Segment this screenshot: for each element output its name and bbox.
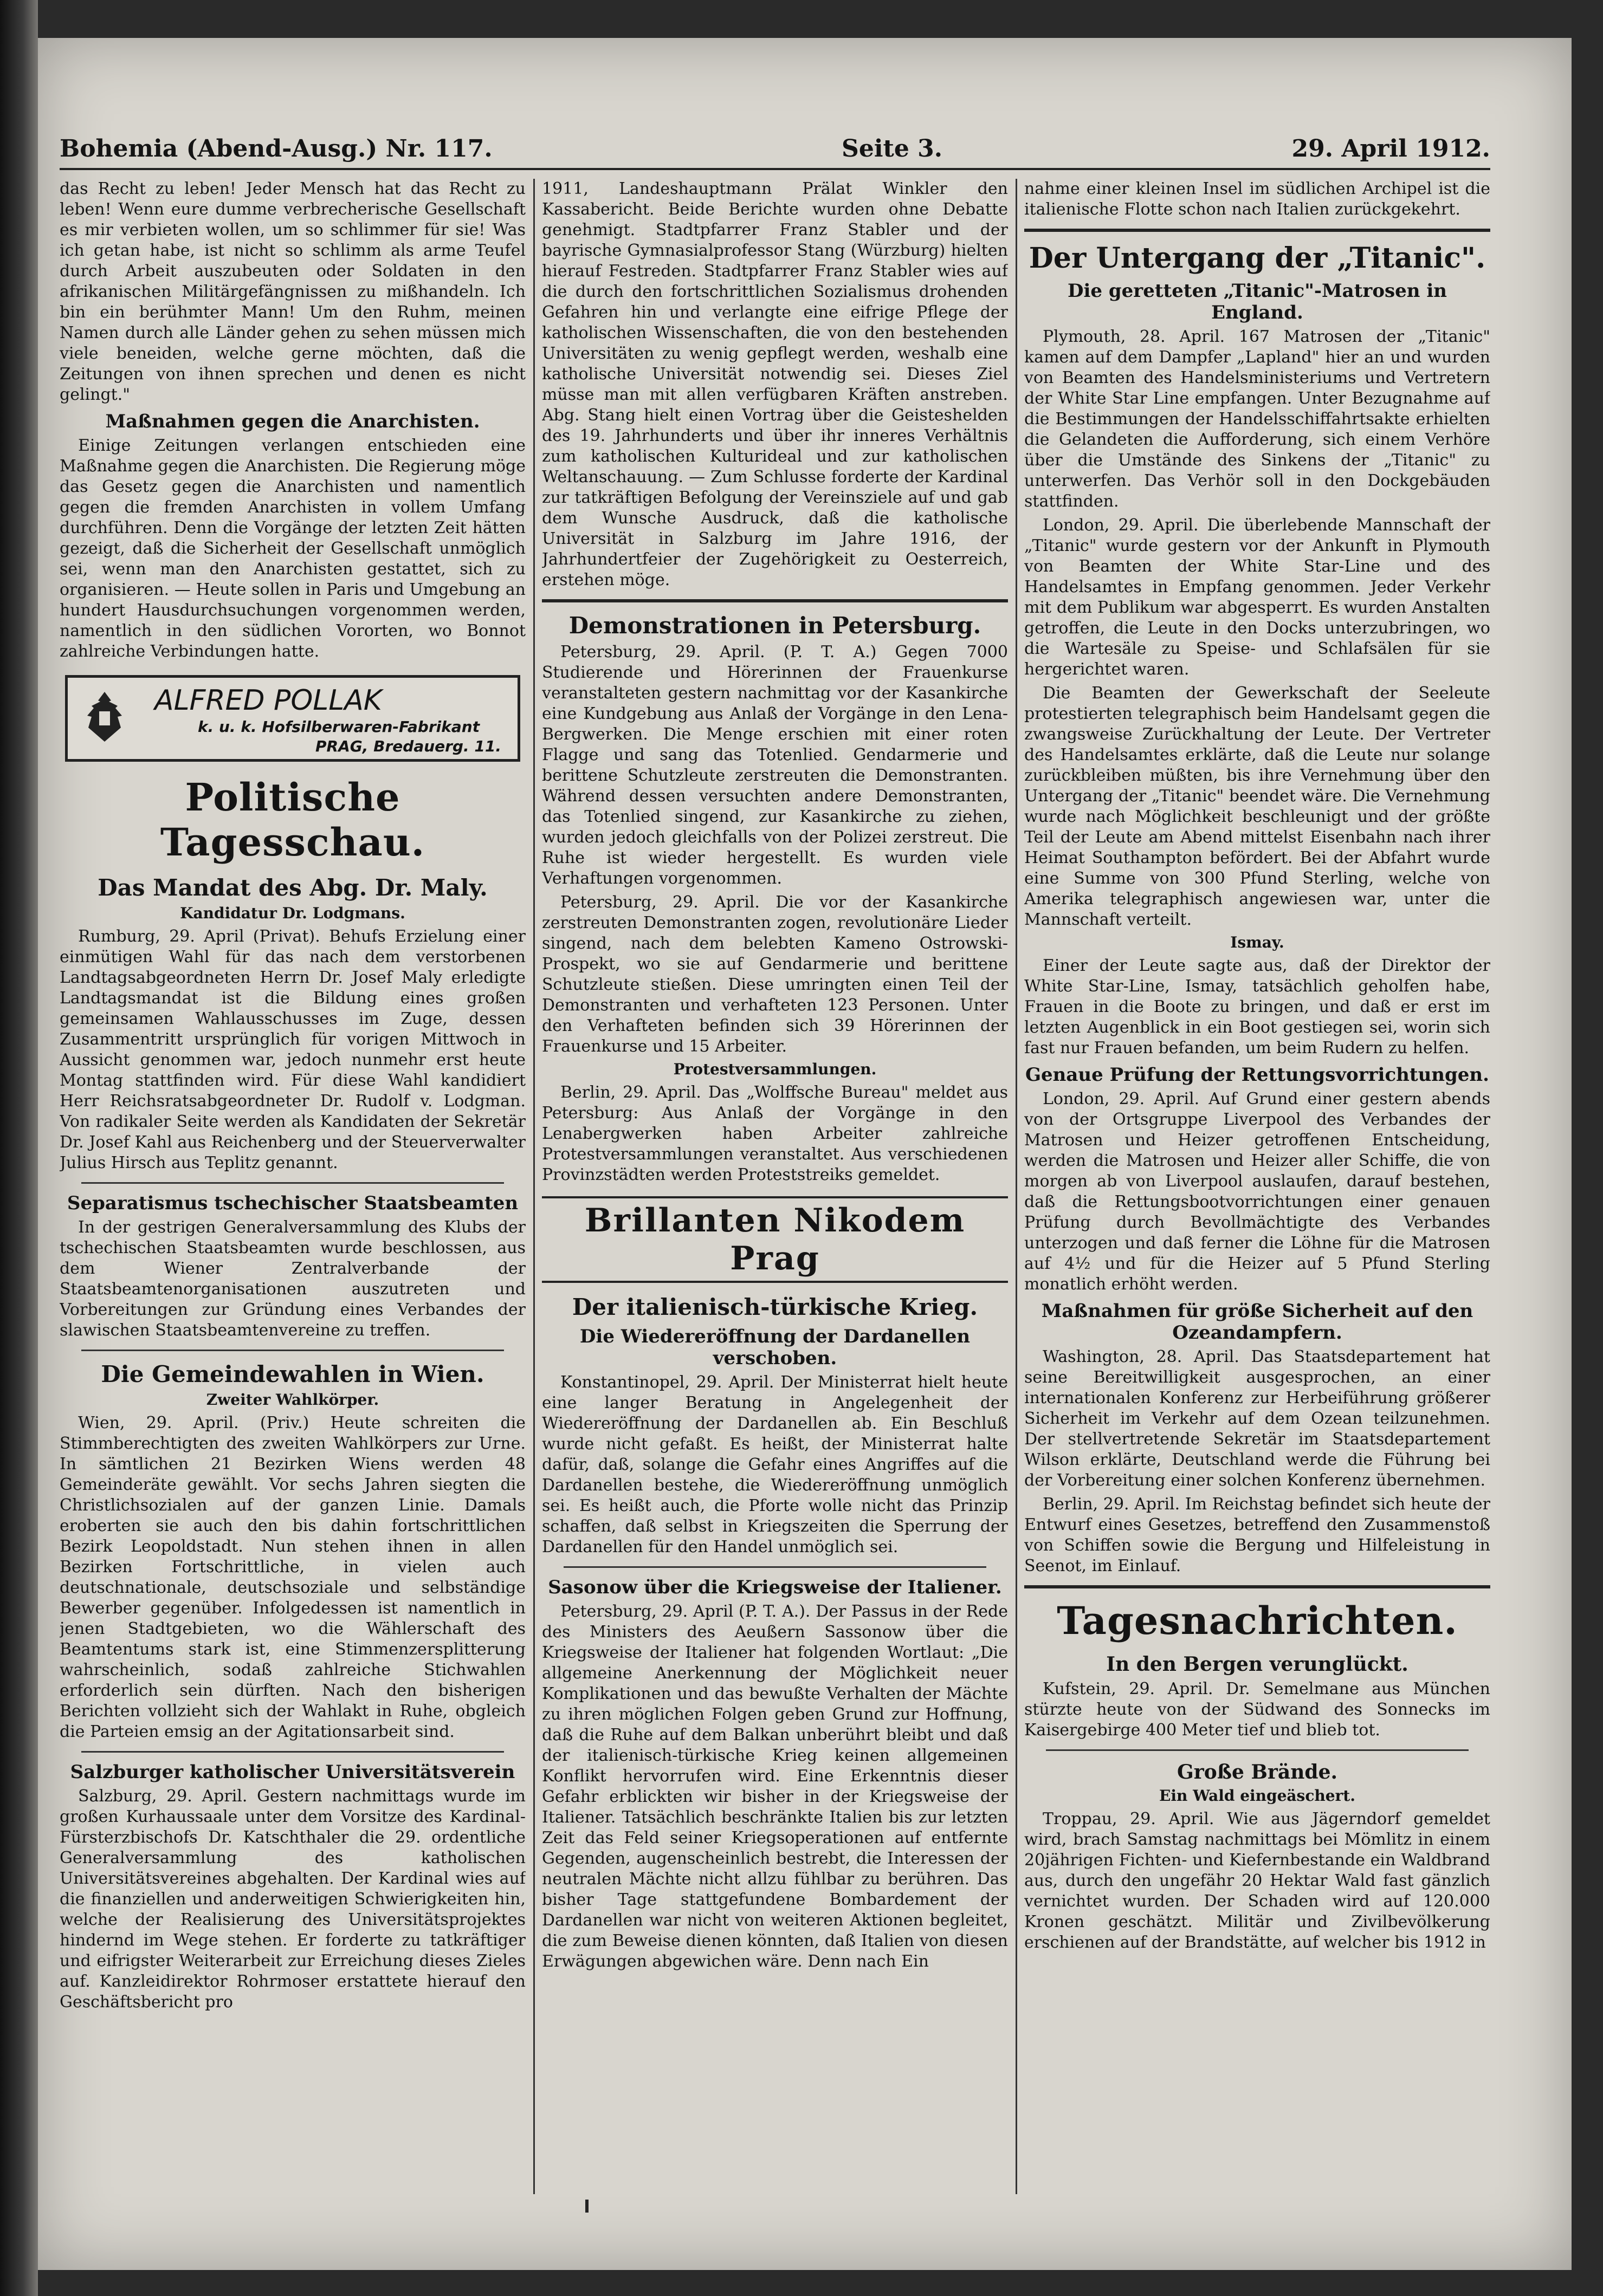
divider bbox=[1024, 229, 1490, 232]
pollak-advertisement bbox=[65, 675, 520, 762]
column-1 bbox=[60, 179, 526, 2194]
inspection-headline: Genaue Prüfung der Rettungsvorrichtungen. bbox=[1025, 1064, 1489, 1086]
sasonow-headline: Sasonow über die Kriegsweise der Italiener. bbox=[548, 1577, 1002, 1598]
vienna-elections-text: Wien, 29. April. (Priv.) Heute schreiten die Stimmberechtigten des zweiten Wahlkörpers zur Urne. In sämtlichen 21 Bezirken Wiens werden 48 Gemeinderäte gewählt. Vor sechs Jahren siegten die Christlichsozialen auf der ganzen Linie. Damals eroberten sie auch den bis dahin fortschrittlichen Bezirk Leopoldstadt. Nun stehen ihnen in allen Bezirken Fortschrittliche, in vielen auch deutschnationale, deutschsoziale und selbständige Bewerber gegenüber. Infolgedessen ist namentlich in jenen Stadtgebieten, wo die Wählerschaft des Beamtentums stark ist, eine Stimmenzersplitterung wahrscheinlich, sodaß zahlreiche Stichwahlen erforderlich sein dürften. Nach den bisherigen Berichten vollzieht sich der Wahlakt in Ruhe, obgleich die Parteien emsig an der Agitationsarbeit sind. bbox=[60, 1413, 526, 1741]
maly-text: Rumburg, 29. April (Privat). Behufs Erzielung einer einmütigen Wahl für das nach dem verstorbenen Landtagsabgeordneten Herrn Dr. Josef Maly erledigte Landtagsmandat ist die Bildung eines großen gemeinsamen Wahlausschusses im Zuge, dessen Zusammentritt ursprünglich für vorigen Mittwoch in Aussicht genommen war, jedoch nunmehr erst heute Montag stattfinden wird. Für diese Wahl kandidiert Herr Reichsratsabgeordneter Dr. Rudolf v. Lodgman. Von radikaler Seite werden als Kandidaten der Sekretär Dr. Josef Kahl aus Reichenberg und der Steuerverwalter Julius Hirsch aus Teplitz genannt. bbox=[60, 927, 526, 1172]
ad-company-name: ALFRED POLLAK bbox=[154, 684, 382, 717]
masthead-center: Seite 3. bbox=[842, 135, 943, 163]
protest-text: Berlin, 29. April. Das „Wolffsche Bureau" meldet aus Petersburg: Aus Anlaß der Vorgänge in den Lenabergwerken haben Arbeiter zahlreiche Protestversammlungen veranstaltet. Aus verschiedenen Provinzstädten werden Proteststreiks gemeldet. bbox=[542, 1083, 1008, 1184]
divider bbox=[542, 599, 1008, 602]
masthead-right: 29. April 1912. bbox=[1291, 135, 1490, 163]
divider bbox=[81, 1751, 504, 1753]
col3-intro: nahme einer kleinen Insel im südlichen Archipel ist die italienische Flotte schon nach Italien zurückgekehrt. bbox=[1024, 179, 1490, 219]
dardanelles-text: Konstantinopel, 29. April. Der Ministerrat hielt heute eine langer Beratung in Angelegenheit der Wiedereröffnung der Dardanellen ab. Ein Beschluß wurde nicht gefaßt. Es heißt, der Ministerrat halte dafür, daß, solange die Gefahr eines Angriffes auf die Dardanellen bestehe, die Wiedereröffnung unmöglich sei. Es heißt auch, die Pforte wolle nicht das Prinzip schaffen, daß selbst in Kriegszeiten die Sperrung der Dardanellen für den Handel unmöglich sei. bbox=[542, 1373, 1008, 1556]
separatism-text: In der gestrigen Generalversammlung des Klubs der tschechischen Staatsbeamten wurde beschlossen, aus dem Wiener Zentralverbande der Staatsbeamtenorganisationen auszutreten und Vorbereitungen zur Gründung eines Verbandes der slawischen Staatsbeamtenvereine zu treffen. bbox=[60, 1218, 526, 1340]
petersburg-headline: Demonstrationen in Petersburg. bbox=[568, 612, 981, 639]
divider bbox=[1024, 1585, 1490, 1588]
sasonow-text: Petersburg, 29. April (P. T. A.). Der Passus in der Rede des Ministers des Aeußern Sassonow über die Kriegsweise der Italiener hat folgenden Wortlaut: „Die allgemeine Anerkennung der Möglichkeit neuer Komplikationen und das bewußte Verhalten der Mächte zu ihren möglichen Folgen geben Grund zur Hoffnung, daß die Ruhe auf dem Balkan unberührt bleibt und daß der italienisch-türkische Krieg keinen allgemeinen Konflikt hervorrufen wird. Eine Erkenntnis dieser Gefahr erblickten wir bisher in der Kriegsweise der Italiener. Tatsächlich beschränkte Italien bis zur letzten Zeit das Feld seiner Kriegsoperationen auf entfernte Gegenden, augenscheinlich bestrebt, die Interessen der neutralen Mächte nicht allzu fühlbar zu berühren. Das bisher Tage stattgefundene Bombardement der Dardanellen war nicht von weiteren Aktionen begleitet, die zum Beweise dienen könnten, daß Italien von diesen Erwägungen abgewichen wäre. Denn nach Ein bbox=[542, 1602, 1008, 1971]
column-3 bbox=[1024, 179, 1490, 2194]
ismay-text: Einer der Leute sagte aus, daß der Direktor der White Star-Line, Ismay, tatsächlich geholfen habe, Frauen in die Boote zu bringen, und daß er erst im letzten Augenblick in ein Boot gestiegen sei, worin sich fast nur Frauen befanden, um beim Rudern zu helfen. bbox=[1024, 956, 1490, 1058]
col2-intro: 1911, Landeshauptmann Prälat Winkler den Kassabericht. Beide Berichte wurden ohne Debatte genehmigt. Stadtpfarrer Franz Stabler und der bayrische Gymnasialprofessor Stang (Würzburg) hielten hierauf Festreden. Stadtpfarrer Franz Stabler wies auf die durch den fortschrittlichen Sozialismus drohenden Gefahren hin und verlangte eine eifrige Pflege der katholischen Wissenschaften, die von den bestehenden Universitäten zu wenig gepflegt werden, weshalb eine katholische Universität notwendig sei. Dieses Ziel müsse man mit allen verfügbaren Kräften anstreben. Abg. Stang hielt einen Vortrag über die Geisteshelden des 19. Jahrhunderts und über ihr inneres Verhältnis zum katholischen Kulturideal und zur katholischen Weltanschauung. — Zum Schlusse forderte der Kardinal zur tatkräftigen Befolgung der Vereinsziele auf und gab dem Wunsche Ausdruck, daß die katholische Universität in Salzburg im Jahre 1916, der Jahrhundertfeier der Zugehörigkeit zu Oesterreich, erstehen möge. bbox=[542, 179, 1008, 589]
ad-company-address: PRAG, Bredauerg. 11. bbox=[315, 737, 501, 755]
maly-headline: Das Mandat des Abg. Dr. Maly. bbox=[98, 874, 488, 901]
ad-company-title: k. u. k. Hofsilberwaren-Fabrikant bbox=[198, 718, 480, 736]
column-rule-2 bbox=[1016, 179, 1017, 2194]
fires-headline: Große Brände. bbox=[1177, 1761, 1337, 1783]
masthead-left: Bohemia (Abend-Ausg.) Nr. 117. bbox=[60, 135, 493, 163]
petersburg-text-2: Petersburg, 29. April. Die vor der Kasankirche zerstreuten Demonstranten zogen, revolutionäre Lieder singend, nach dem belebten Kameno Ostrowski-Prospekt, wo sie auf Gendarmerie und berittene Schutzleute stießen. Diese umringten einen Teil der Demonstranten und verhafteten 123 Personen. Unter den Verhafteten befinden sich 39 Hörerinnen der Frauenkurse und 15 Arbeiter. bbox=[542, 893, 1008, 1056]
protest-subhead: Protestversammlungen. bbox=[673, 1060, 877, 1078]
titanic-headline: Der Untergang der „Titanic". bbox=[1029, 242, 1486, 275]
mountains-text: Kufstein, 29. April. Dr. Semelmane aus München stürzte heute von der Südwand des Sonnecks im Kaisergebirge 400 Meter tief und blieb tot. bbox=[1024, 1679, 1490, 1740]
titanic-text-2: London, 29. April. Die überlebende Mannschaft der „Titanic" wurde gestern vor der Ankunft in Plymouth von Beamten der White Star-Line und des Handelsamtes in Empfang genommen. Jeder Verkehr mit dem Publikum war abgesperrt. Es wurden Anstalten getroffen, die Leute in den Docks unterzubringen, wo die Wartesäle zu Speise- und Schlafsälen für sie hergerichtet waren. bbox=[1024, 516, 1490, 679]
section-title-tagesnachrichten: Tagesnachrichten. bbox=[1057, 1598, 1458, 1643]
divider bbox=[564, 1566, 986, 1568]
fires-subhead: Ein Wald eingeäschert. bbox=[1159, 1787, 1355, 1805]
anarchists-text: Einige Zeitungen verlangen entschieden eine Maßnahme gegen die Anarchisten. Die Regierung möge das Gesetz gegen die Anarchisten und namentlich gegen die fremden Anarchisten in vollem Umfang durchführen. Denn die Vorgänge der letzten Zeit hätten gezeigt, daß die Sicherheit der Gesellschaft unmöglich sei, wenn man den Anarchisten gestattet, sich zu organisieren. — Heute sollen in Paris und Umgebung an hundert Hausdurchsuchungen vorgenommen werden, namentlich in den südlichen Vororten, wo Bonnot zahlreiche Verbindungen hatte. bbox=[60, 436, 526, 661]
columns bbox=[60, 179, 1490, 2194]
ismay-subhead: Ismay. bbox=[1230, 933, 1284, 951]
titanic-text-3: Die Beamten der Gewerkschaft der Seeleute protestierten telegraphisch beim Handelsamt gegen die zwangsweise Zurückhaltung der Leute. Der Vertreter des Handelsamtes erklärte, daß die Leute nur solange zurückbleiben müßten, bis ihre Vernehmung über den Untergang der „Titanic" beendet wäre. Die Vernehmung wurde nach Möglichkeit beschleunigt und der größte Teil der Leute am Abend mittelst Eisenbahn nach ihrer Heimat Southampton befördert. Bei der Abfahrt wurde eine Summe von 300 Pfund Sterling, welche von Amerika telegraphisch angewiesen war, unter die Mannschaft verteilt. bbox=[1024, 684, 1490, 929]
col1-intro: das Recht zu leben! Jeder Mensch hat das Recht zu leben! Wenn eure dumme verbrecherische Gesellschaft es mir verbieten wollen, um so schlimmer für sie! Was ich getan habe, ist nicht so schlimm als arme Teufel durch Arbeit auszubeuten oder Soldaten in den afrikanischen Militärgefängnissen zu mißhandeln. Ich bin ein berühmter Mann! Um den Ruhm, meinen Namen durch alle Länder gehen zu sehen müssen mich viele beneiden, welche gerne möchten, daß die Zeitungen von ihnen sprechen und denen es nicht gelingt." bbox=[60, 179, 526, 404]
salzburg-text: Salzburg, 29. April. Gestern nachmittags wurde im großen Kurhaussaale unter dem Vorsitze des Kardinal-Fürsterzbischofs Dr. Katschthaler die 29. ordentliche Generalversammlung des katholischen Universitätsvereines abgehalten. Der Kardinal wies auf die finanziellen und anderweitigen Schwierigkeiten hin, welche der Realisierung des Universitätsprojektes hindernd im Wege stehen. Er forderte zu tatkräftiger und eifrigster Weiterarbeit zur Erreichung dieses Zieles auf. Kanzleidirektor Rohrmoser erstattete hierauf den Geschäftsbericht pro bbox=[60, 1787, 526, 2012]
column-2 bbox=[542, 179, 1008, 2194]
column-rule-1 bbox=[533, 179, 535, 2194]
fires-text: Troppau, 29. April. Wie aus Jägerndorf gemeldet wird, brach Samstag nachmittags bei Mömlitz in einem 20jährigen Fichten- und Kiefernbestande ein Waldbrand aus, durch den ungefähr 20 Hektar Wald fast gänzlich vernichtet wurden. Der Schaden wird auf 120.000 Kronen geschätzt. Militär und Zivilbevölkerung erschienen auf der Brandstätte, auf welcher bis 1912 in bbox=[1024, 1809, 1490, 1952]
titanic-text-1: Plymouth, 28. April. 167 Matrosen der „Titanic" kamen auf dem Dampfer „Lapland" hier an und wurden von Beamten des Handelsministeriums und Vertretern der White Star Line empfangen. Unter Bezugnahme auf die Bestimmungen der Handelsschiffahrtsakte erhielten die Gelandeten die Aufforderung, sich einem Verhöre über die Umstände des Sinkens der „Titanic" zu unterwerfen. Das Verhör soll in den Dockgebäuden stattfinden. bbox=[1024, 327, 1490, 511]
vienna-elections-subhead: Zweiter Wahlkörper. bbox=[206, 1391, 379, 1409]
binding-shadow bbox=[0, 0, 38, 2296]
dardanelles-headline: Die Wiedereröffnung der Dardanellen verschoben. bbox=[579, 1326, 971, 1369]
salzburg-headline: Salzburger katholischer Universitätsverein bbox=[70, 1761, 515, 1783]
safety-text-2: Berlin, 29. April. Im Reichstag befindet sich heute der Entwurf eines Gesetzes, betreffend den Zusammenstoß von Schiffen sowie die Bergung und Hilfeleistung in Seenot, im Einlauf. bbox=[1024, 1495, 1490, 1575]
divider bbox=[81, 1182, 504, 1184]
section-title-tagesschau: Politische Tagesschau. bbox=[160, 775, 425, 865]
titanic-subhead: Die geretteten „Titanic"-Matrosen in England. bbox=[1068, 280, 1447, 323]
petersburg-text-1: Petersburg, 29. April. (P. T. A.) Gegen 7000 Studierende und Hörerinnen der Frauenkurse veranstalteten gestern nachmittag vor der Kasankirche eine Kundgebung aus Anlaß der Vorgänge in den Lena-Bergwerken. Die Menge erschien mit einer roten Flagge und sang das Totenlied. Gendarmerie und berittene Schutzleute zerstreuten die Demonstranten. Während dessen versuchten andere Demonstranten, das Totenlied singend, zur Kasankirche zu ziehen, wurden jedoch gleichfalls von der Polizei zerstreut. Die Ruhe ist wieder hergestellt. Es wurden viele Verhaftungen vorgenommen. bbox=[542, 643, 1008, 888]
vienna-elections-headline: Die Gemeindewahlen in Wien. bbox=[101, 1361, 484, 1387]
war-headline: Der italienisch-türkische Krieg. bbox=[572, 1294, 978, 1320]
safety-headline: Maßnahmen für größe Sicherheit auf den Ozeandampfern. bbox=[1041, 1300, 1473, 1344]
divider bbox=[1046, 1749, 1469, 1751]
safety-text-1: Washington, 28. April. Das Staatsdepartement hat seine Bereitwilligkeit ausgesprochen, an einer internationalen Konferenz zur Herbeiführung größerer Sicherheit im Verkehr auf dem Ozean teilzunehmen. Der stellvertretende Sekretär im Staatsdepartement Wilson erklärte, Deutschland werde die Führung bei der Vorbereitung einer solchen Konferenz übernehmen. bbox=[1024, 1347, 1490, 1490]
nikodem-advertisement: Brillanten Nikodem Prag bbox=[542, 1196, 1008, 1283]
inspection-text: London, 29. April. Auf Grund einer gestern abends von der Ortsgruppe Liverpool des Verbandes der Matrosen und Heizer getroffenen Entscheidung, werden die Matrosen und Heizer aller Schiffe, die von morgen ab von Liverpool auslaufen, darauf bestehen, daß die Rettungsbootvorrichtungen einer genauen Prüfung durch Bevollmächtigte des Verbandes unterzogen und daß ferner die Löhne für die Matrosen auf 4½ und für die Heizer auf 5 Pfund Sterling monatlich erhöht werden. bbox=[1024, 1089, 1490, 1294]
mountains-headline: In den Bergen verunglückt. bbox=[1106, 1653, 1408, 1676]
divider bbox=[81, 1350, 504, 1351]
page-mark bbox=[585, 2200, 589, 2213]
crest-icon bbox=[83, 690, 126, 744]
anarchists-headline: Maßnahmen gegen die Anarchisten. bbox=[105, 411, 480, 432]
maly-subhead: Kandidatur Dr. Lodgmans. bbox=[180, 904, 405, 922]
masthead bbox=[60, 125, 1490, 170]
separatism-headline: Separatismus tschechischer Staatsbeamten bbox=[67, 1192, 519, 1214]
